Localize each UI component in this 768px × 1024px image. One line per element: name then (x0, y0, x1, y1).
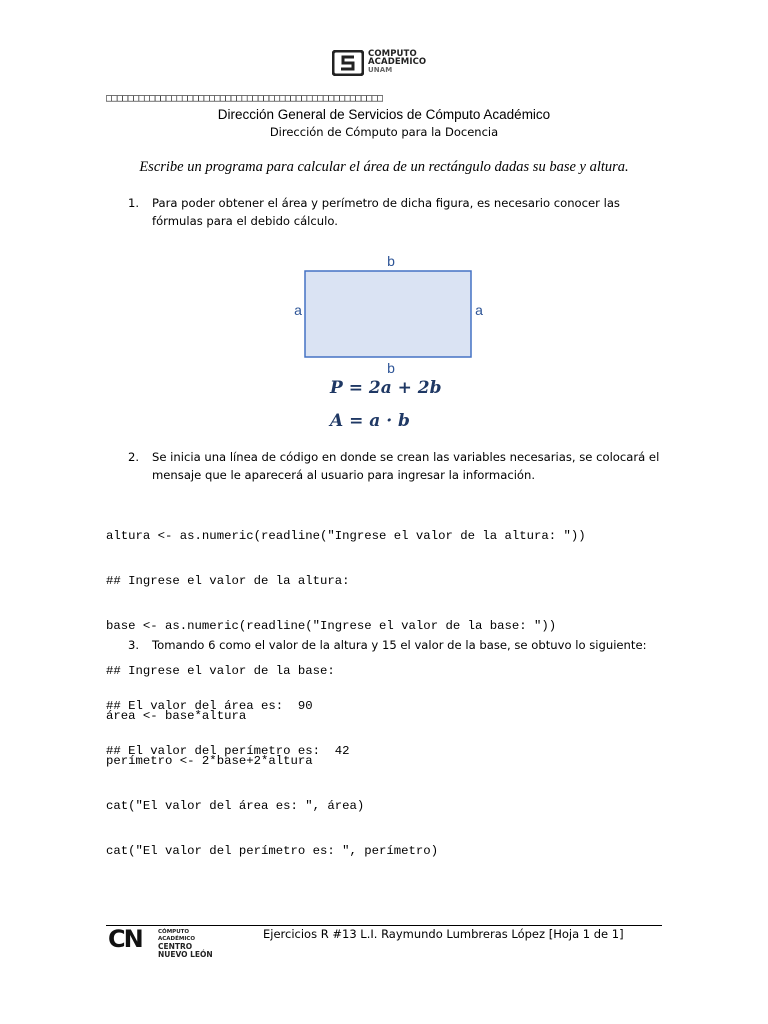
rectangle-diagram (280, 250, 500, 380)
footer-logo-line1: CÓMPUTO ACADÉMICO (158, 929, 196, 942)
output-line: ## El valor del área es: 90 (106, 699, 313, 713)
code-line: altura <- as.numeric(readline("Ingrese el valor de la altura: ")) (106, 529, 586, 543)
code-line: ## Ingrese el valor de la altura: (106, 574, 350, 588)
logo-wordmark (368, 50, 426, 74)
perimeter-formula: P = 2a + 2b (330, 378, 442, 398)
code-line: cat("El valor del área es: ", área) (106, 799, 365, 813)
logo-line3: UNAM (368, 66, 393, 74)
label-right-a: a (475, 302, 483, 318)
code-line: base <- as.numeric(readline("Ingrese el valor de la base: ")) (106, 619, 557, 633)
header-subtitle: Dirección de Cómputo para la Docencia (269, 125, 499, 139)
footer-logo-line2: CENTRO (158, 942, 193, 951)
list-item (128, 194, 668, 234)
code-line: cat("El valor del perímetro es: ", perímetro) (106, 844, 439, 858)
logo-line1: COMPUTO (368, 49, 417, 59)
list-item-text: Tomando 6 como el valor de la altura y 15 el valor de la base, se obtuvo lo siguiente: (152, 638, 647, 652)
code-line: perímetro <- 2*base+2*altura (106, 754, 313, 768)
label-bottom-b: b (387, 360, 395, 376)
footer-logo-mark: CN (108, 925, 142, 953)
output-line: ## El valor del perímetro es: 42 (106, 744, 350, 758)
list-item (128, 636, 668, 656)
exercise-statement: Escribe un programa para calcular el área de un rectángulo dadas su base y altura. (139, 159, 629, 175)
list-item-text: Se inicia una línea de código en donde se crean las variables necesarias, se colocará el mensaje que le aparecerá al usuario para ingresar la información. (152, 450, 660, 482)
header-title: Dirección General de Servicios de Cómputo Académico (217, 107, 551, 122)
list-item-number: 3. (128, 638, 140, 652)
placeholder-glyph-row: □□□□□□□□□□□□□□□□□□□□□□□□□□□□□□□□□□□□□□□□□□□□□□□□□□□ (106, 94, 383, 104)
computo-academico-logo (332, 48, 442, 78)
list-item-number: 1. (128, 196, 140, 210)
footer-divider (106, 925, 662, 926)
rectangle-figure (280, 250, 500, 380)
footer-logo-line3: NUEVO LEÓN (158, 950, 213, 959)
output-block (106, 669, 350, 774)
code-line: ## Ingrese el valor de la base: (106, 664, 335, 678)
footer-logo-wordmark (158, 929, 228, 959)
footer-text: Ejercicios R #13 L.I. Raymundo Lumbreras López [Hoja 1 de 1] (263, 927, 624, 941)
list-item (128, 448, 668, 488)
centro-nuevo-leon-logo (108, 925, 228, 959)
area-formula: A = a · b (330, 411, 410, 431)
label-left-a: a (294, 302, 302, 318)
code-line: área <- base*altura (106, 709, 247, 723)
rectangle-shape (305, 271, 471, 357)
list-item-text: Para poder obtener el área y perímetro de dicha figura, es necesario conocer las fórmulas para el debido cálculo. (152, 196, 620, 228)
logo-line2: ACADEMICO (368, 57, 427, 67)
label-top-b: b (387, 253, 395, 269)
list-item-number: 2. (128, 450, 140, 464)
logo-mark-icon (332, 50, 364, 76)
